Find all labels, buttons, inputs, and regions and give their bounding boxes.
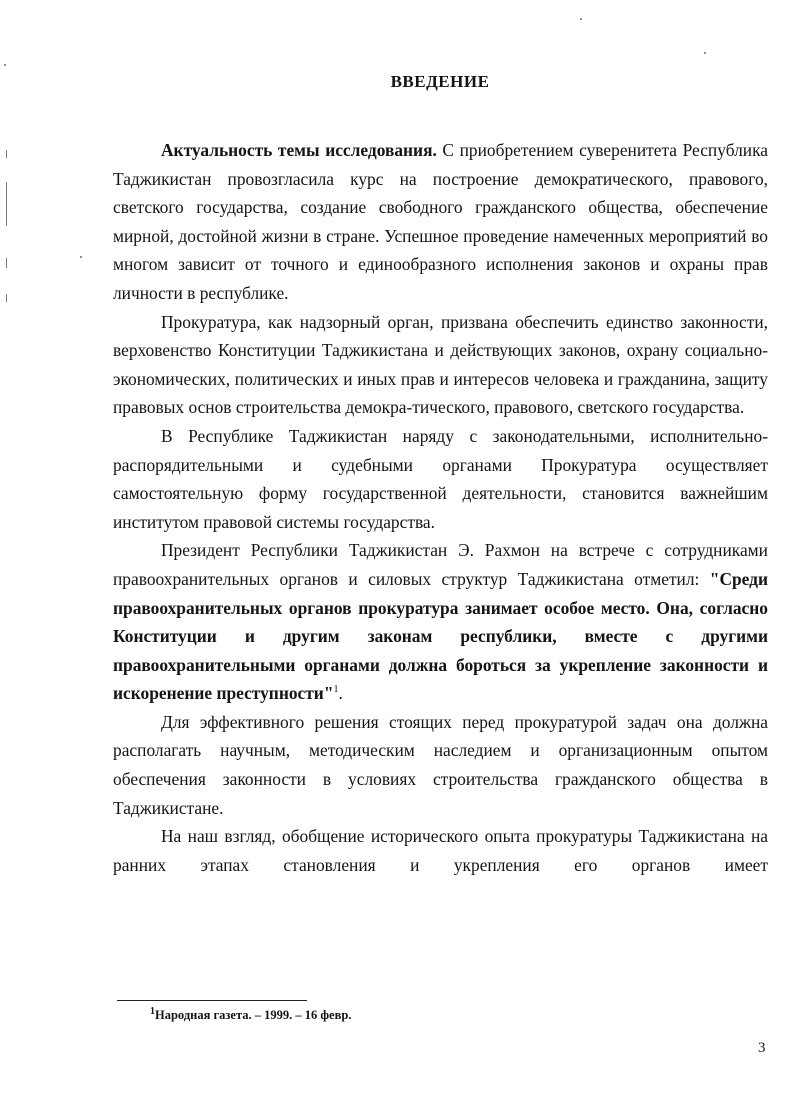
footnote bbox=[150, 1005, 352, 1023]
paragraph-text: В Республике Таджикистан наряду с законодательными, исполнительно-распорядительными и судебными органами Прокуратура осуществляет самостоятельную форму государственной деятельности, становится важнейшим институтом правовой системы государства. bbox=[113, 425, 768, 532]
body-text bbox=[113, 136, 768, 879]
paragraph-after: . bbox=[338, 683, 343, 704]
paragraph-text: Для эффективного решения стоящих перед прокуратурой задач она должна располагать научным, методическим наследием и организационным опытом обеспечения законности в условиях строительства гражданского общества в Таджикистане. bbox=[113, 711, 768, 818]
scan-margin-mark bbox=[6, 150, 7, 158]
scan-margin-mark bbox=[6, 294, 7, 302]
scan-speck bbox=[4, 64, 6, 66]
paragraph-text: С приобретением суверенитета Республика Таджикистан провозгласила курс на построение демократического, правового, светского государства, создание свободного гражданского общества, обеспечение мирной, достойной жизни в стране. Успешное проведение намеченных мероприятий во многом зависит от точного и единообразного исполнения законов и охраны прав личности в республике. bbox=[113, 140, 768, 303]
paragraph-view bbox=[113, 822, 768, 879]
paragraph-quote-bold: "Среди правоохранительных органов прокуратура занимает особое место. Она, согласно Конституции и другим законам республики, вместе с другими правоохранительными органами должна бороться за укрепление законности и искоренение преступности" bbox=[113, 568, 768, 704]
paragraph-president bbox=[113, 536, 768, 708]
footnote-text: Народная газета. – 1999. – 16 февр. bbox=[155, 1008, 352, 1022]
scan-margin-mark bbox=[6, 258, 7, 268]
paragraph-solution bbox=[113, 708, 768, 822]
paragraph-relevance bbox=[113, 136, 768, 308]
scan-speck bbox=[580, 18, 582, 20]
paragraph-institution bbox=[113, 422, 768, 536]
paragraph-text: На наш взгляд, обобщение исторического опыта прокуратуры Таджикистана на ранних этапах становления и укрепления его органов имеет bbox=[113, 826, 768, 875]
footnote-divider bbox=[117, 1000, 307, 1001]
footnote-reference: 1 bbox=[333, 684, 339, 696]
scan-margin-mark bbox=[6, 182, 7, 226]
paragraph-lead-bold: Актуальность темы исследования. bbox=[161, 140, 437, 160]
paragraph-prosecution bbox=[113, 308, 768, 422]
paragraph-text: Президент Республики Таджикистан Э. Рахмон на встрече с сотрудниками правоохранительных органов и силовых структур Таджикистана отметил: bbox=[113, 540, 768, 589]
page-title: ВВЕДЕНИЕ bbox=[390, 72, 490, 91]
footnote-mark: 1 bbox=[150, 1005, 155, 1017]
scan-speck bbox=[704, 52, 706, 54]
paragraph-text: Прокуратура, как надзорный орган, призвана обеспечить единство законности, верховенство Конституции Таджикистана и действующих законов, охрану социально-экономических, политических и иных прав и интересов человека и гражданина, защиту правовых основ строительства демокра-тического, правового, светского государства. bbox=[113, 311, 768, 418]
page-number: 3 bbox=[758, 1040, 766, 1056]
scan-speck bbox=[80, 256, 82, 258]
